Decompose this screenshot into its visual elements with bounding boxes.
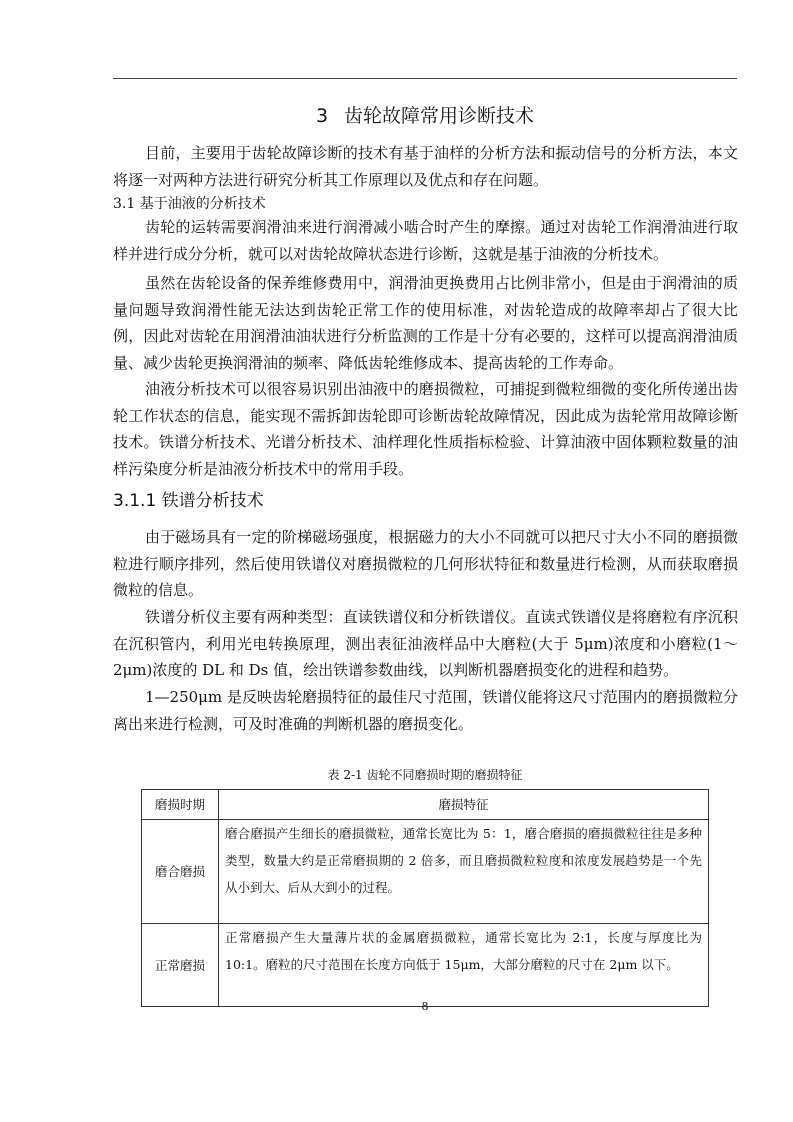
table-row	[142, 820, 709, 924]
paragraph-3-1-2: 虽然在齿轮设备的保养维修费用中，润滑油更换费用占比例非常小，但是由于润滑油的质量问题导致润滑性能无法达到齿轮正常工作的使用标准，对齿轮造成的故障率却占了很大比例，因此对齿轮在用润滑油油状进行分析监测的工作是十分有必要的，这样可以提高润滑油质量、减少齿轮更换润滑油的频率、降低齿轮维修成本、提高齿轮的工作寿命。	[113, 274, 738, 372]
table-cell-stage: 正常磨损	[142, 924, 219, 1007]
table-header-feature: 磨损特征	[219, 790, 709, 820]
paragraph-3-1-1-3: 1—250μm 是反映齿轮磨损特征的最佳尺寸范围，铁谱仪能将这尺寸范围内的磨损微粒分离出来进行检测，可及时准确的判断机器的磨损变化。	[113, 688, 738, 733]
intro-paragraph: 目前，主要用于齿轮故障诊断的技术有基于油样的分析方法和振动信号的分析方法，本文将逐一对两种方法进行研究分析其工作原理以及优点和存在问题。	[113, 144, 738, 189]
header-rule	[113, 78, 737, 79]
section-heading-3-1: 3.1 基于油液的分析技术	[113, 196, 266, 212]
paragraph-3-1-1-2: 铁谱分析仪主要有两种类型：直读铁谱仪和分析铁谱仪。直读式铁谱仪是将磨粒有序沉积在沉积管内，利用光电转换原理，测出表征油液样品中大磨粒(大于 5μm)浓度和小磨粒(1～2μm)浓度的 DL 和 Ds 值，绘出铁谱参数曲线，以判断机器磨损变化的进程和趋势。	[113, 608, 738, 679]
chapter-number: 3	[315, 105, 329, 127]
chapter-title	[113, 102, 737, 130]
table-caption: 表 2-1 齿轮不同磨损时期的磨损特征	[327, 768, 523, 782]
table-header-stage: 磨损时期	[142, 790, 219, 820]
table-row	[142, 924, 709, 1007]
page-number: 8	[421, 1000, 429, 1013]
paragraph-3-1-3: 油液分析技术可以很容易识别出油液中的磨损微粒，可捕捉到微粒细微的变化所传递出齿轮工作状态的信息，能实现不需拆卸齿轮即可诊断齿轮故障情况，因此成为齿轮常用故障诊断技术。铁谱分析技术、光谱分析技术、油样理化性质指标检验、计算油液中固体颗粒数量的油样污染度分析是油液分析技术中的常用手段。	[113, 380, 738, 478]
paragraph-3-1-1-1: 由于磁场具有一定的阶梯磁场强度，根据磁力的大小不同就可以把尺寸大小不同的磨损微粒进行顺序排列，然后使用铁谱仪对磨损微粒的几何形状特征和数量进行检测，从而获取磨损微粒的信息。	[113, 528, 738, 599]
wear-characteristics-table	[141, 789, 709, 1007]
chapter-title-text: 齿轮故障常用诊断技术	[344, 105, 535, 127]
table-cell-description: 磨合磨损产生细长的磨损微粒，通常长宽比为 5：1，磨合磨损的磨损微粒往往是多种类型，数量大约是正常磨损期的 2 倍多，而且磨损微粒粒度和浓度发展趋势是一个先从小到大、后从大到小的过程。	[219, 820, 709, 924]
paragraph-3-1-1: 齿轮的运转需要润滑油来进行润滑减小啮合时产生的摩擦。通过对齿轮工作润滑油进行取样并进行成分分析，就可以对齿轮故障状态进行诊断，这就是基于油液的分析技术。	[113, 218, 738, 263]
table-cell-stage: 磨合磨损	[142, 820, 219, 924]
table-header-row	[142, 790, 709, 820]
table-cell-description: 正常磨损产生大量薄片状的金属磨损微粒，通常长宽比为 2:1，长度与厚度比为 10:1。磨粒的尺寸范围在长度方向低于 15μm，大部分磨粒的尺寸在 2μm 以下。	[219, 924, 709, 1007]
section-heading-3-1-1: 3.1.1 铁谱分析技术	[113, 491, 264, 511]
